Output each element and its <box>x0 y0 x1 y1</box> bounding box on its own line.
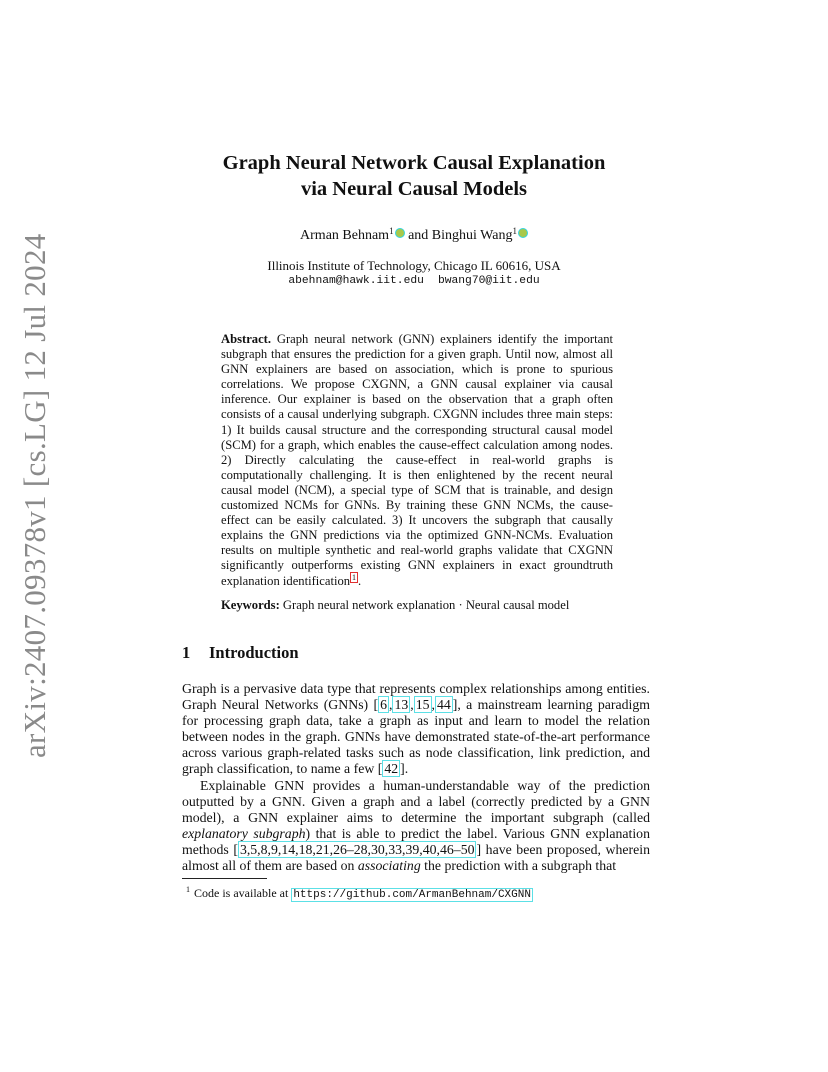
footnote-link[interactable]: 1 <box>352 572 357 582</box>
author-list <box>0 228 828 244</box>
citation-links[interactable]: 3,5,8,9,14,18,21,26–28,30,33,39,40,46–50 <box>239 841 475 857</box>
footnote-divider <box>182 878 267 879</box>
author-1: Arman Behnam <box>300 228 390 243</box>
affil-mark: 1 <box>512 226 517 236</box>
abstract <box>221 332 613 589</box>
footnote <box>186 885 533 901</box>
abstract-label: Abstract. <box>221 332 272 346</box>
title-line-1: Graph Neural Network Causal Explanation <box>222 152 606 174</box>
affil-mark: 1 <box>389 226 394 236</box>
arxiv-identifier: arXiv:2407.09378v1 [cs.LG] 12 Jul 2024 <box>17 233 52 758</box>
section-number: 1 <box>182 643 191 662</box>
affiliation: Illinois Institute of Technology, Chicago IL 60616, USA <box>267 258 561 273</box>
emphasis: explanatory subgraph <box>182 825 306 841</box>
text-run: Explainable GNN provides a human-understandable way of the prediction outputted by a GNN. Given a graph and a label (correctly predicted by a GNN model), a GNN explainer aims to determine the important subgraph (called <box>182 777 650 825</box>
email-1: abehnam@hawk.iit.edu <box>288 275 424 287</box>
abstract-text: Graph neural network (GNN) explainers identify the important subgraph that ensures the prediction for a given graph. Until now, almost all GNN explainers are based on association, which is prone to spurious correlations. We propose CXGNN, a GNN causal explainer via causal inference. Our explainer is based on the observation that a graph often consists of a causal underlying subgraph. CXGNN includes three main steps: 1) It builds causal structure and the corresponding structural causal model (SCM) for a graph, which enables the cause-effect calculation among nodes. 2) Directly calculating the cause-effect in real-world graphs is computationally challenging. It is then enlightened by the recent neural causal model (NCM), a special type of SCM that is trainable, and design customized NCMs for GNNs. By training these GNN NCMs, the cause-effect can be easily calculated. 3) It uncovers the subgraph that causally explains the GNN predictions via the optimized GNN-NCMs. Evaluation results on multiple synthetic and real-world graphs validate that CXGNN significantly outperforms existing GNN explainers in exact groundtruth explanation identification <box>221 332 613 588</box>
paragraph-2 <box>182 778 650 875</box>
keywords-text: Graph neural network explanation · Neural causal model <box>282 598 570 612</box>
keywords-label: Keywords: <box>221 598 280 612</box>
paper-title <box>0 150 828 202</box>
orcid-icon[interactable] <box>395 228 405 238</box>
text-run: ]. <box>400 761 409 777</box>
email-2: bwang70@iit.edu <box>437 275 540 287</box>
text-run: ) that is able to predict the label. Various GNN explanation methods [ <box>182 825 650 857</box>
citation-link[interactable]: 42 <box>384 761 399 777</box>
citation-link[interactable]: 13 <box>394 697 409 713</box>
author-2: Binghui Wang <box>431 228 513 243</box>
text-run: Graph is a pervasive data type that represents complex relationships among entities. Graph Neural Networks (GNNs) [ <box>182 681 650 713</box>
body-text <box>182 681 650 874</box>
text-run: ], a mainstream learning paradigm for processing graph data, take a graph as input and learn to model the relation between nodes in the graph. GNNs have demonstrated state-of-the-art performance across various graph-related tasks such as node classification, link prediction, and graph classification, to name a few [ <box>182 697 650 777</box>
abstract-end: . <box>358 573 362 588</box>
text-run: ] have been proposed, wherein almost all of them are based on <box>182 841 650 874</box>
footnote-text: Code is available at <box>194 886 292 900</box>
section-heading <box>182 643 299 663</box>
author-and: and <box>408 228 429 243</box>
text-run: the prediction with a subgraph that <box>420 858 617 874</box>
section-title: Introduction <box>209 643 299 662</box>
citation-link[interactable]: 6 <box>380 697 388 713</box>
title-line-2: via Neural Causal Models <box>300 178 528 200</box>
citation-link[interactable]: 15 <box>415 697 430 713</box>
footnote-mark: 1 <box>186 885 190 894</box>
orcid-icon[interactable] <box>518 228 528 238</box>
citation-link[interactable]: 44 <box>436 697 451 713</box>
paragraph-1: Graph is a pervasive data type that represents complex relationships among entities. Graph Neural Networks (GNNs) [ 6 , 13 , 15 , 44 ], a mainstream learning paradigm for processing graph data, take a graph as input and learn to model the relation between nodes in the graph. GNNs have demonstrated state-of-the-art performance across various graph-related tasks such as node classification, link prediction, and graph classification, to name a few [ 42 ]. <box>182 681 650 777</box>
emphasis: associating <box>357 858 421 874</box>
author-emails <box>0 275 828 287</box>
repo-link[interactable]: https://github.com/ArmanBehnam/CXGNN <box>293 889 531 901</box>
keywords <box>221 598 621 613</box>
